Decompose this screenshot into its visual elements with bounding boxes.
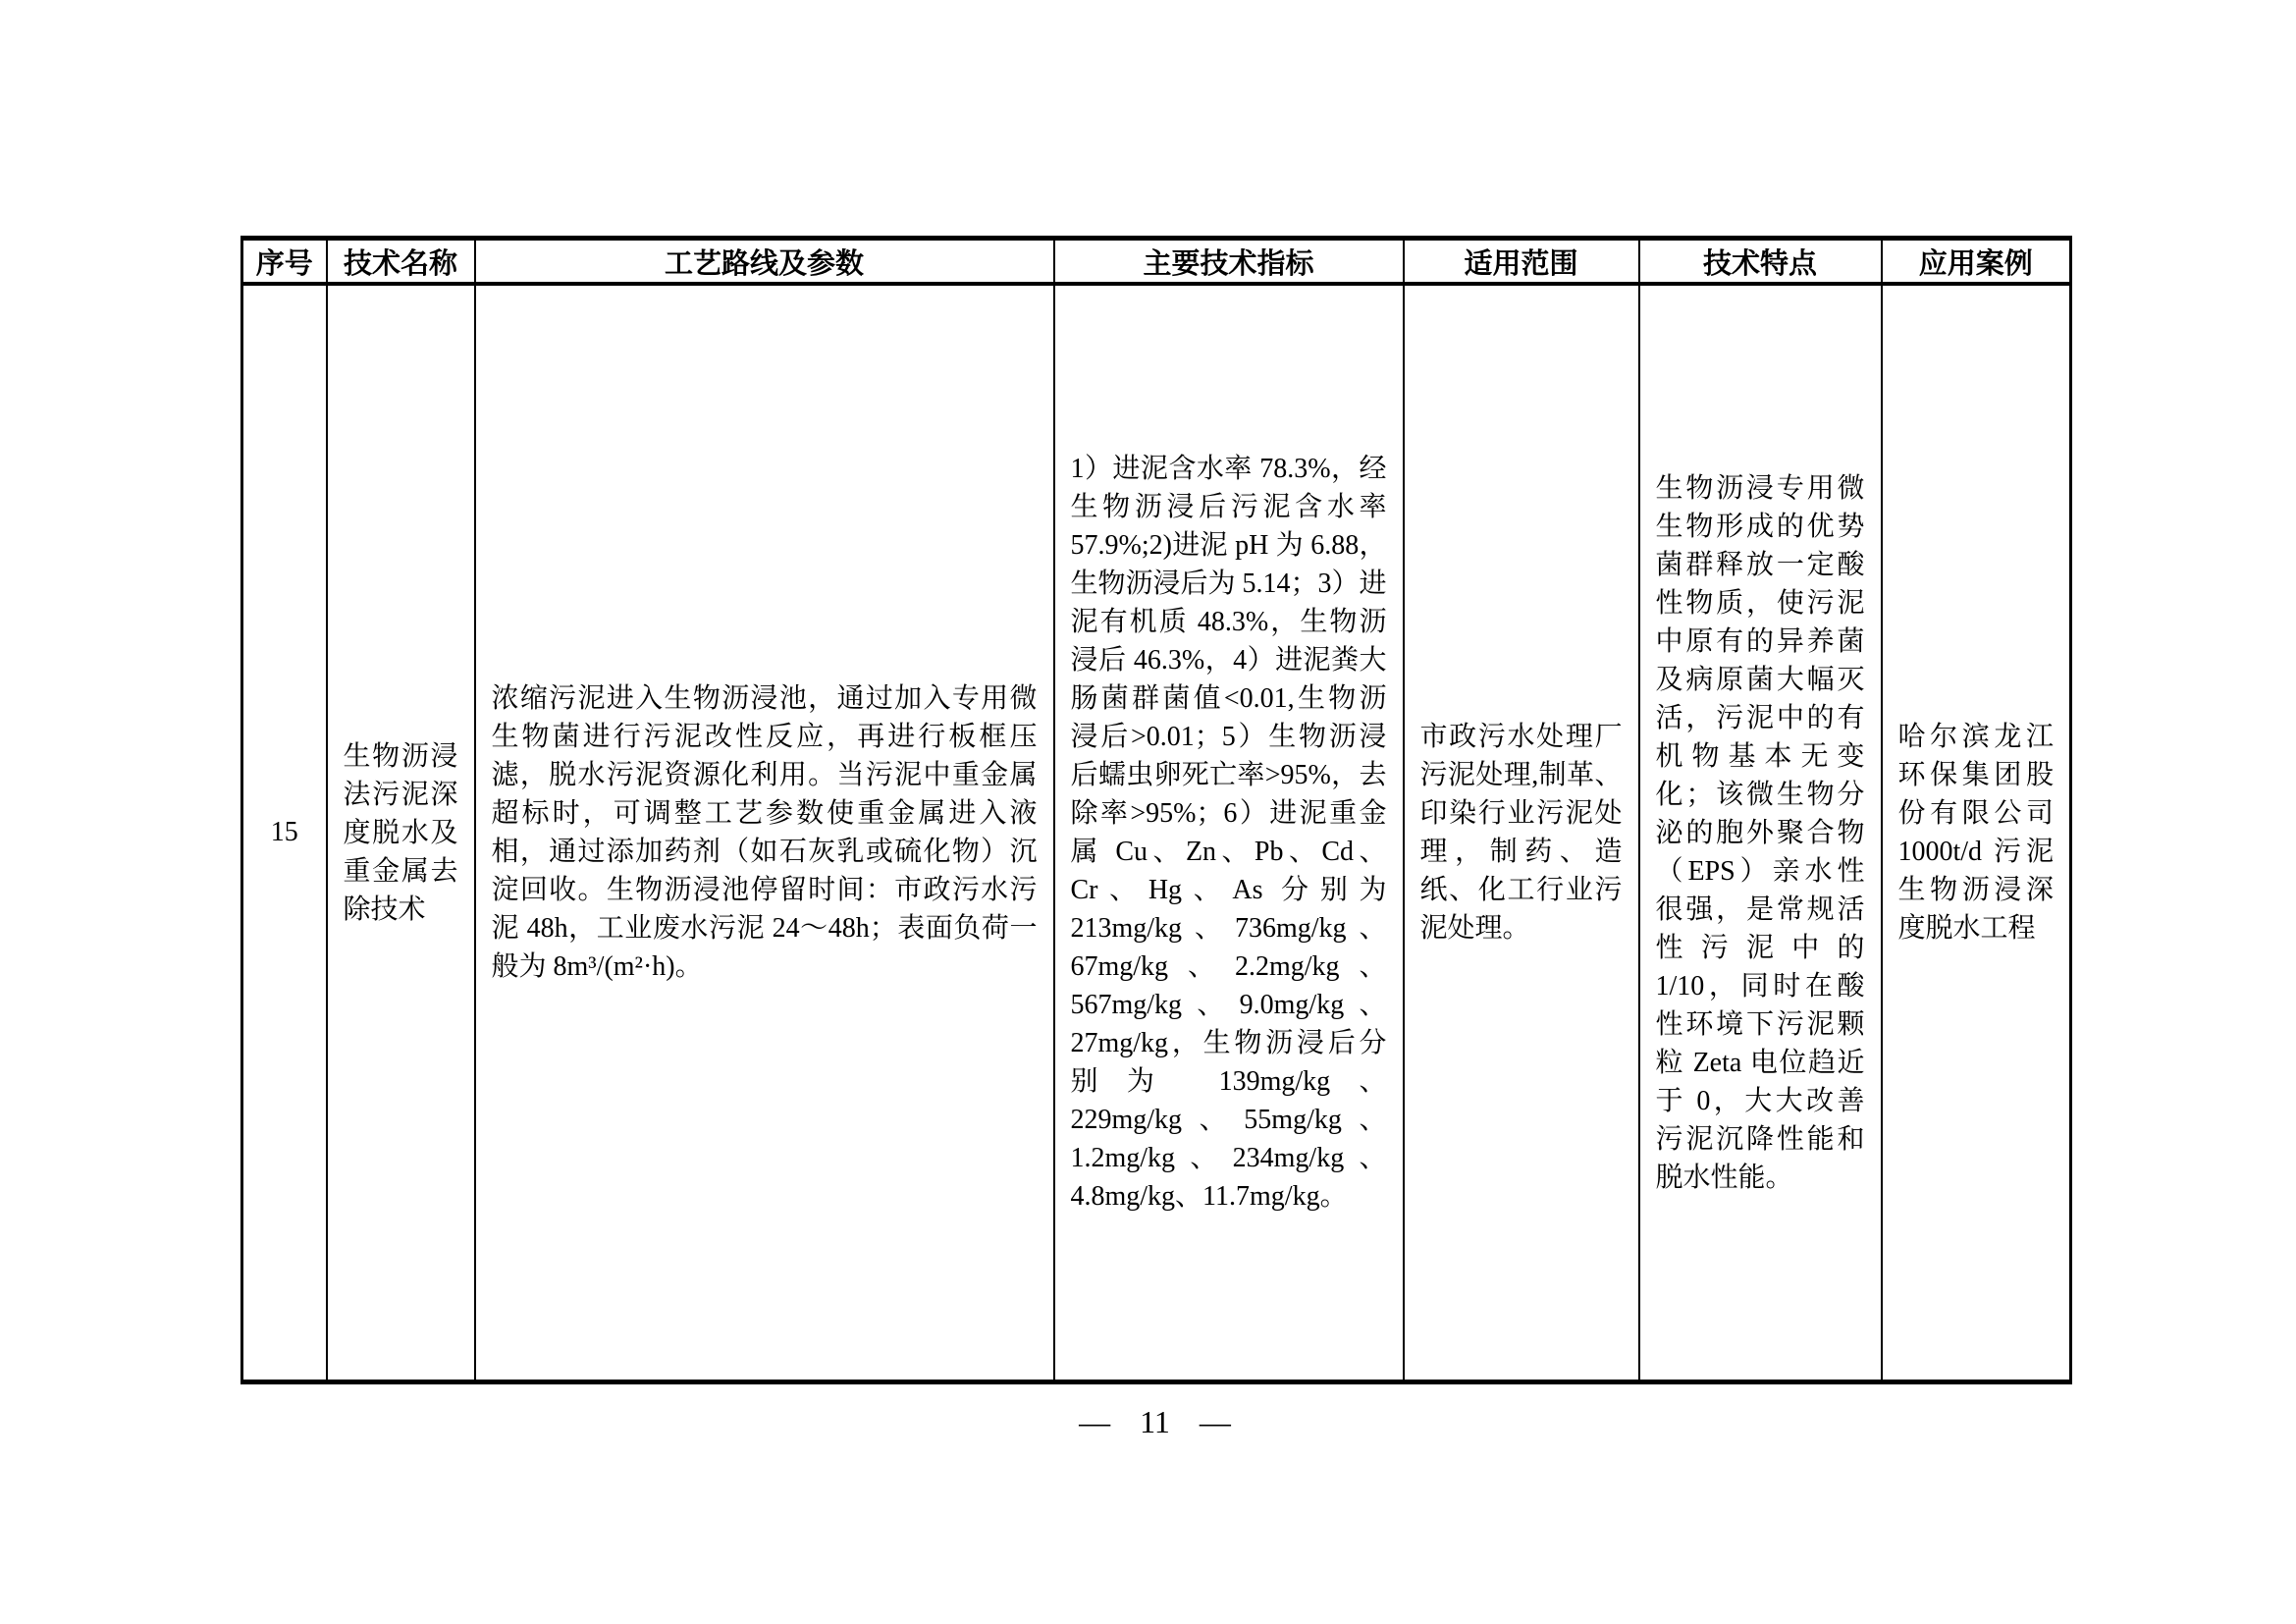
cell-cases <box>1882 284 2071 1382</box>
technology-table <box>240 236 2072 1384</box>
table-row <box>242 284 2071 1382</box>
cell-scope <box>1404 284 1639 1382</box>
header-cases: 应用案例 <box>1882 239 2071 285</box>
header-process: 工艺路线及参数 <box>475 239 1054 285</box>
process-text: 浓缩污泥进入生物沥浸池，通过加入专用微生物菌进行污泥改性反应，再进行板框压滤，脱水污泥资源化利用。当污泥中重金属超标时，可调整工艺参数使重金属进入液相，通过添加药剂（如石灰乳或硫化物）沉淀回收。生物沥浸池停留时间：市政污水污泥 48h，工业废水污泥 24～48h；表面负荷一般为 8m³/(m²·h)。 <box>491 683 1038 982</box>
cell-indicators <box>1054 284 1404 1382</box>
header-tech-name: 技术名称 <box>327 239 475 285</box>
header-scope: 适用范围 <box>1404 239 1639 285</box>
seq-number: 15 <box>270 817 298 847</box>
cell-process <box>475 284 1054 1382</box>
cell-seq <box>242 284 327 1382</box>
indicators-text: 1）进泥含水率 78.3%，经生物沥浸后污泥含水率 57.9%;2)进泥 pH 为 6.88，生物沥浸后为 5.14；3）进泥有机质 48.3%，生物沥浸后 46.3%，4）进泥粪大肠菌群菌值<0.01,生物沥浸后>0.01；5）生物沥浸后蠕虫卵死亡率>95%，去除率>95%；6）进泥重金属 Cu、Zn、Pb、Cd、Cr、Hg、As 分别为 213mg/kg、736mg/kg、67mg/kg、2.2mg/kg、567mg/kg、9.0mg/kg、27mg/kg，生物沥浸后分别为 139mg/kg、229mg/kg、55mg/kg、1.2mg/kg、234mg/kg、4.8mg/kg、11.7mg/kg。 <box>1070 454 1387 1212</box>
page-number: — 11 — <box>1079 1404 1231 1439</box>
cases-text: 哈尔滨龙江环保集团股份有限公司 1000t/d 污泥生物沥浸深度脱水工程 <box>1897 722 2054 944</box>
scope-text: 市政污水处理厂污泥处理,制革、印染行业污泥处理，制药、造纸、化工行业污泥处理。 <box>1419 722 1623 944</box>
header-seq: 序号 <box>242 239 327 285</box>
features-text: 生物沥浸专用微生物形成的优势菌群释放一定酸性物质，使污泥中原有的异养菌及病原菌大幅灭活，污泥中的有机物基本无变化；该微生物分泌的胞外聚合物（EPS）亲水性很强，是常规活性污泥中的 1/10，同时在酸性环境下污泥颗粒 Zeta 电位趋近于 0，大大改善污泥沉降性能和脱水性能。 <box>1655 472 1865 1193</box>
cell-tech-name <box>327 284 475 1382</box>
cell-features <box>1639 284 1882 1382</box>
table-header-row <box>242 239 2071 285</box>
header-indicators: 主要技术指标 <box>1054 239 1404 285</box>
tech-name-text: 生物沥浸法污泥深度脱水及重金属去除技术 <box>343 740 458 925</box>
header-features: 技术特点 <box>1639 239 1882 285</box>
